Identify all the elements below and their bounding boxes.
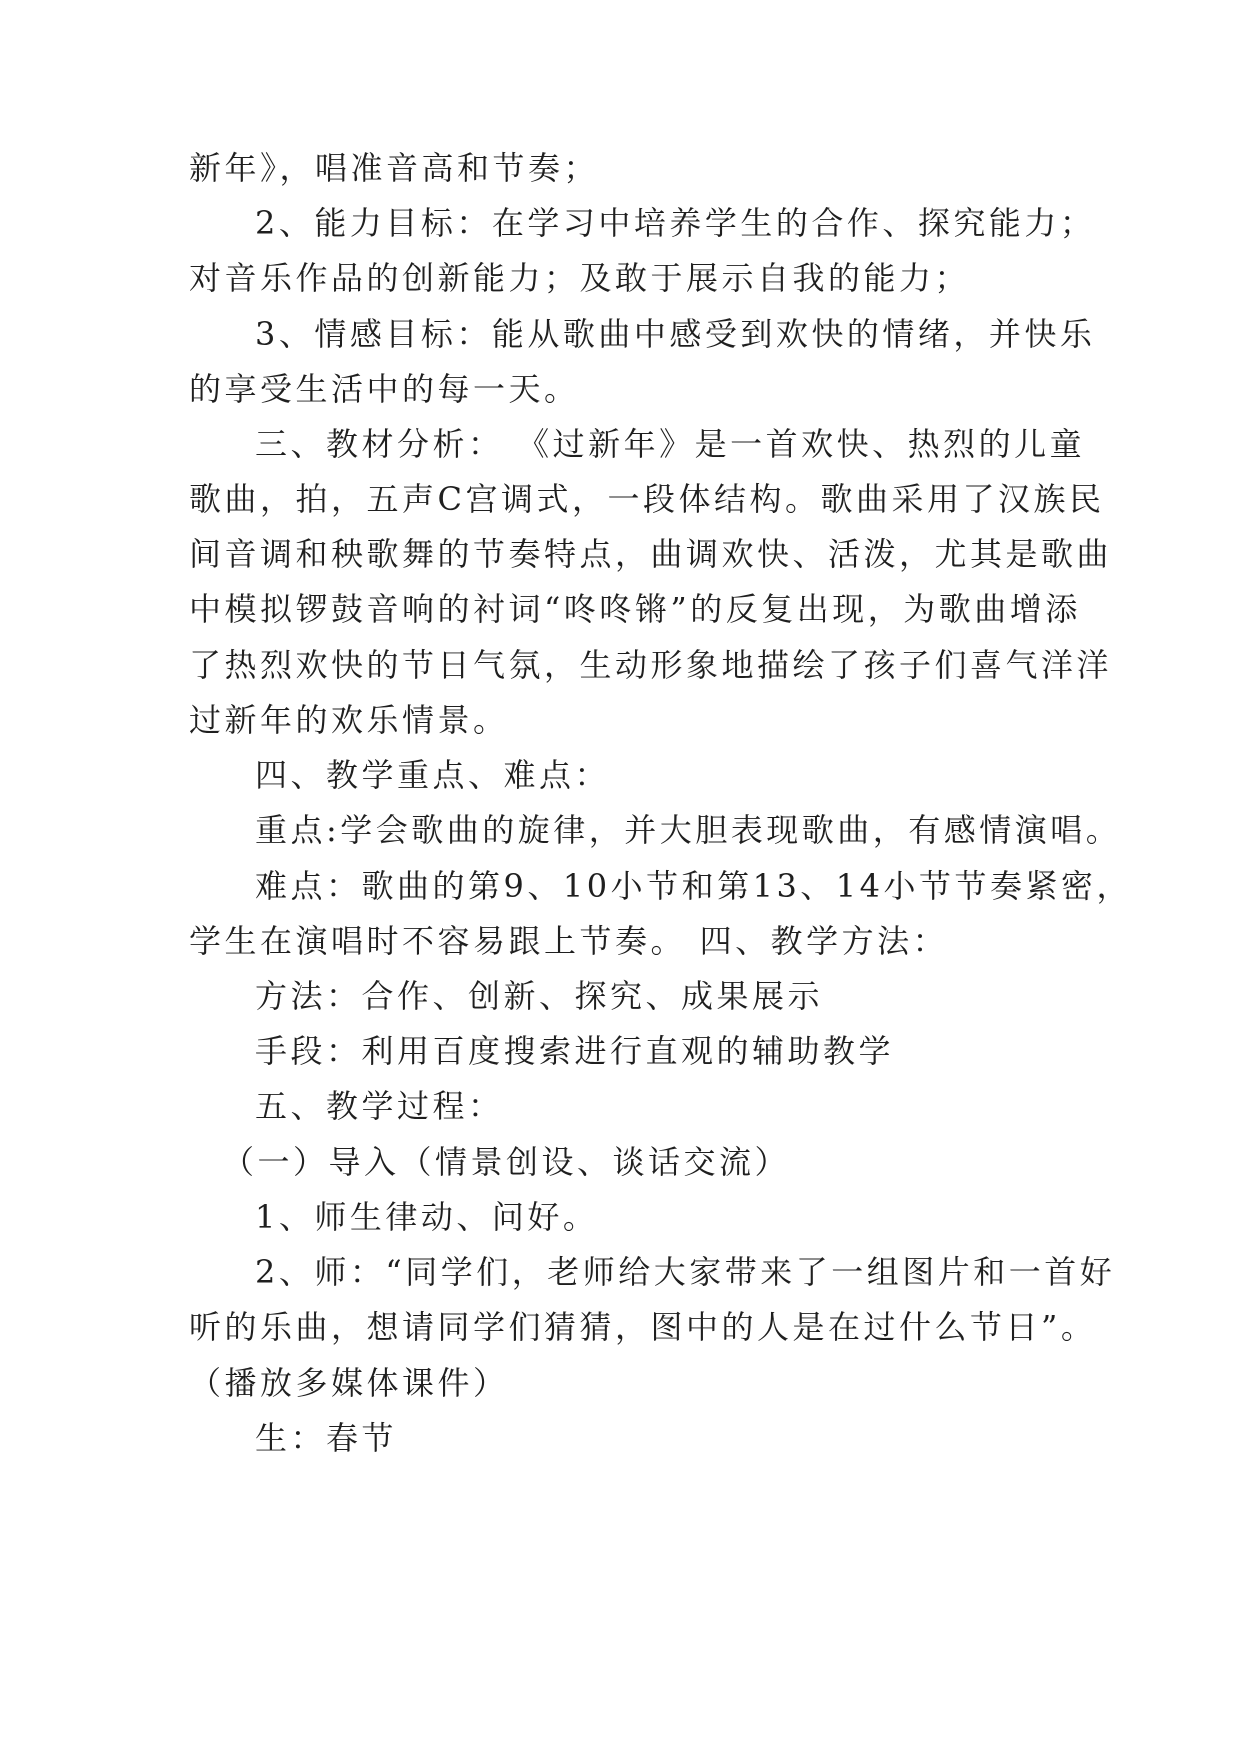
text-line: 学生在演唱时不容易跟上节奏。 四、教学方法： xyxy=(189,922,949,960)
text-line: 难点：歌曲的第9、10小节和第13、14小节节奏紧密， xyxy=(255,867,1133,905)
text-line: 四、教学重点、难点： xyxy=(255,756,611,794)
text-line: 手段：利用百度搜索进行直观的辅助教学 xyxy=(255,1032,895,1070)
text-line: 中模拟锣鼓音响的衬词“咚咚锵”的反复出现，为歌曲增添 xyxy=(189,590,1081,628)
text-line: 了热烈欢快的节日气氛，生动形象地描绘了孩子们喜气洋洋 xyxy=(189,646,1113,684)
text-line: 三、教材分析： 《过新年》是一首欢快、热烈的儿童 xyxy=(255,425,1086,463)
text-line: 1、师生律动、问好。 xyxy=(255,1198,599,1236)
text-line: 生：春节 xyxy=(255,1419,398,1457)
text-line: 对音乐作品的创新能力；及敢于展示自我的能力； xyxy=(189,259,971,297)
text-line: 2、师：“同学们，老师给大家带来了一组图片和一首好 xyxy=(255,1253,1116,1291)
text-line: 重点:学会歌曲的旋律，并大胆表现歌曲，有感情演唱。 xyxy=(255,811,1122,849)
text-line: 3、情感目标：能从歌曲中感受到欢快的情绪，并快乐 xyxy=(255,315,1096,353)
text-line: 间音调和秧歌舞的节奏特点，曲调欢快、活泼，尤其是歌曲 xyxy=(189,535,1113,573)
text-line: 的享受生活中的每一天。 xyxy=(189,370,580,408)
text-line: （一）导入（情景创设、谈话交流） xyxy=(222,1143,791,1181)
text-line: （播放多媒体课件） xyxy=(189,1364,509,1402)
text-line: 过新年的欢乐情景。 xyxy=(189,701,509,739)
text-line: 2、能力目标：在学习中培养学生的合作、探究能力； xyxy=(255,204,1096,242)
text-line: 听的乐曲，想请同学们猜猜，图中的人是在过什么节日”。 xyxy=(189,1308,1097,1346)
text-line: 五、教学过程： xyxy=(255,1087,504,1125)
text-line: 方法：合作、创新、探究、成果展示 xyxy=(255,977,824,1015)
text-line: 歌曲，拍，五声C宫调式，一段体结构。歌曲采用了汉族民 xyxy=(189,480,1105,518)
text-line: 新年》，唱准音高和节奏； xyxy=(189,149,600,187)
